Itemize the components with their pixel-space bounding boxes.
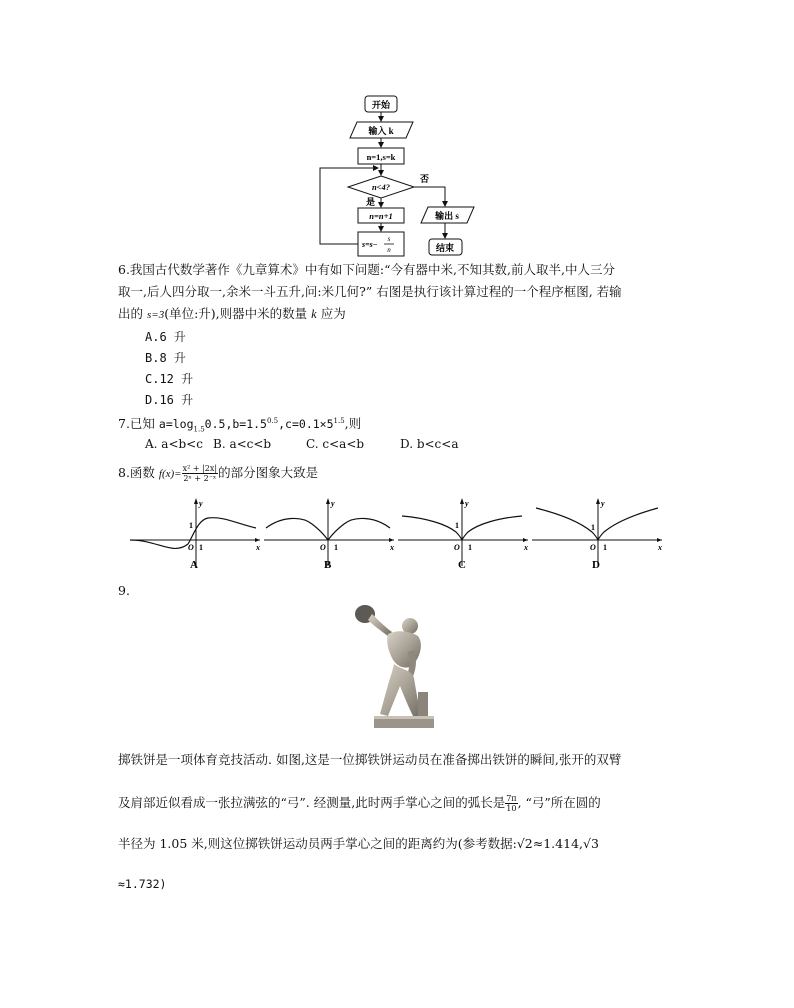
- q8-graph-a-1y: 1: [189, 521, 193, 530]
- q8-graph-b-x: x: [390, 543, 394, 552]
- q8-graph-c-1: 1: [468, 543, 472, 552]
- flowchart: [310, 90, 490, 260]
- flow-update-n-text: n=n+1: [369, 211, 393, 221]
- q8-graph-b-o: O: [320, 543, 326, 552]
- q8-graph-b: [262, 494, 397, 574]
- q8-fraction-den: 2ˣ + 2⁻ˣ: [183, 474, 217, 483]
- q9-line1: 掷铁饼是一项体育竞技活动. 如图,这是一位掷铁饼运动员在准备掷出铁饼的瞬间,张开的双臂: [118, 752, 622, 767]
- q9-line4: ≈1.732): [118, 877, 167, 891]
- flow-update-s-num: s: [387, 235, 391, 243]
- discus-thrower-statue-image: [348, 600, 448, 730]
- q8-graph-a-1: 1: [199, 543, 203, 552]
- q8-stem-b: 的部分图象大致是: [218, 465, 319, 480]
- flow-output-text: 输出 s: [435, 211, 459, 221]
- q7-stem-e: ,则: [344, 416, 362, 432]
- q7-stem-d-sup: 1.5: [333, 417, 345, 425]
- q6-line3-s: s=3: [147, 309, 165, 321]
- q8-graph-a-o: O: [188, 543, 194, 552]
- q7-stem-a: 7.已知: [118, 416, 159, 432]
- q7-stem-c: 0.5,b=1.5: [204, 417, 267, 432]
- q9-line3: 半径为 1.05 米,则这位掷铁饼运动员两手掌心之间的距离约为(参考数据:√2≈1.414,√3: [118, 836, 599, 851]
- flow-cond-text: n<4?: [371, 182, 391, 192]
- flow-yes-label: 是: [366, 197, 376, 207]
- q8-graph-d-x: x: [658, 543, 662, 552]
- q8-graph-d-y: y: [601, 499, 605, 508]
- q8-graph-d: [530, 494, 665, 574]
- q7-stem-b: a=log: [158, 417, 194, 432]
- q7-stem: [118, 413, 361, 438]
- q8-stem-a: 8.函数: [118, 465, 159, 480]
- q8-graph-a-y: y: [199, 499, 203, 508]
- q8-graph-c-y: y: [465, 499, 469, 508]
- q7-stem-d: ,c=0.1×5: [278, 417, 334, 432]
- q6-line3: [118, 306, 346, 323]
- q6-line3-a: 出的: [118, 306, 144, 321]
- q8-graph-c-label: C: [458, 559, 466, 571]
- flow-no-label: 否: [420, 174, 430, 184]
- q7-stem-b-sub: 1.5: [193, 425, 205, 434]
- q6-line1: 6.我国古代数学著作《九章算术》中有如下问题:“今有器中米,不知其数,前人取半,中人三分: [118, 262, 615, 277]
- q6-option-d: D.16 升: [145, 393, 194, 407]
- q8-graph-a: [128, 494, 263, 574]
- flow-start-text: 开始: [371, 100, 391, 110]
- q9-line2-a: 及肩部近似看成一张拉满弦的“弓”. 经测量,此时两手掌心之间的弧长是: [118, 795, 506, 810]
- q7-option-a: A. a<b<c: [145, 437, 203, 451]
- q8-graph-b-1: 1: [334, 543, 338, 552]
- q6-line3-k: k: [311, 307, 317, 321]
- q8-graph-d-1y: 1: [591, 523, 595, 532]
- q6-option-b: B.8 升: [145, 351, 186, 365]
- q7-option-b: B. a<c<b: [213, 437, 272, 451]
- q9-number: 9.: [118, 583, 130, 598]
- flow-input-text: 输入 k: [368, 126, 394, 136]
- flow-update-s-den: n: [387, 246, 391, 254]
- q6-line3-e: 应为: [320, 306, 346, 321]
- flow-end-text: 结束: [435, 243, 455, 253]
- q8-fraction-num: x² + |2x|: [182, 464, 218, 473]
- flow-init-text: n=1,s=k: [366, 152, 396, 162]
- q8-graph-c-1y: 1: [455, 521, 459, 530]
- q8-fraction: [182, 464, 219, 483]
- q6-option-c: C.12 升: [145, 372, 194, 386]
- q6-option-a: A.6 升: [145, 330, 186, 344]
- q9-line2: [118, 794, 601, 813]
- q8-stem: [118, 464, 318, 483]
- q9-fraction: [505, 794, 517, 813]
- q8-graph-d-1: 1: [603, 543, 607, 552]
- q7-stem-c-sup: 0.5: [266, 417, 279, 425]
- q6-line2: 取一,后人四分取一,余米一斗五升,问:米几何?” 右图是执行该计算过程的一个程序框图, 若输: [118, 284, 622, 299]
- q8-graph-b-label: B: [324, 559, 332, 571]
- q8-graph-d-o: O: [590, 543, 596, 552]
- q6-line3-c: (单位:升),则器中米的数量: [164, 306, 308, 321]
- q7-option-c: C. c<a<b: [306, 437, 365, 451]
- flow-update-s-text: s=s−: [362, 240, 378, 249]
- q8-graph-d-label: D: [592, 559, 600, 571]
- q8-stem-f: f(x)=: [158, 468, 182, 480]
- q9-line2-b: , “弓”所在圆的: [517, 795, 601, 810]
- q8-graph-c-o: O: [454, 543, 460, 552]
- q7-option-d: D. b<c<a: [400, 437, 459, 451]
- q9-fraction-num: 7π: [506, 794, 517, 803]
- q9-fraction-den: 10: [506, 804, 517, 813]
- q8-graph-c-x: x: [524, 543, 528, 552]
- q8-graph-b-y: y: [331, 499, 335, 508]
- q8-graph-a-x: x: [256, 543, 260, 552]
- q8-graph-c: [396, 494, 531, 574]
- q8-graph-a-label: A: [190, 559, 198, 571]
